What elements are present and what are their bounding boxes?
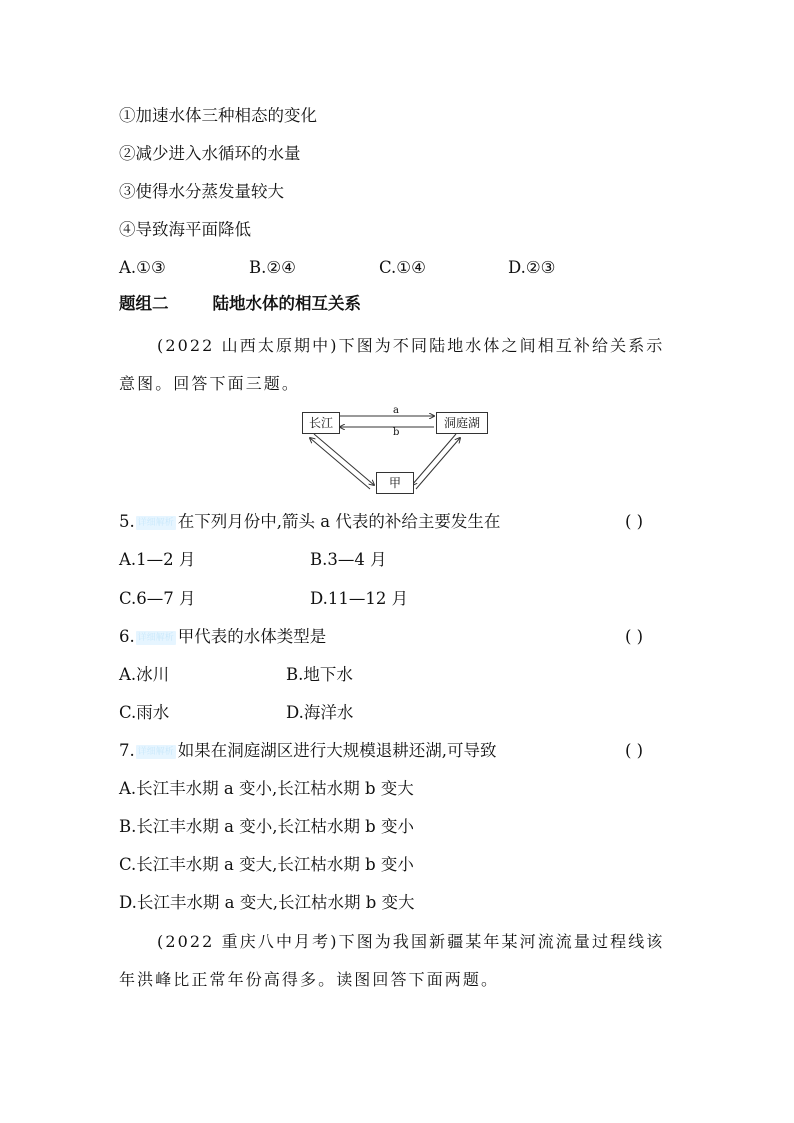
q6-tag-badge: 详细解析 — [137, 632, 174, 643]
edge-changjiang-to-jia — [314, 434, 374, 485]
q4-statement-4: ④导致海平面降低 — [119, 220, 251, 239]
q5-tag-badge: 详细解析 — [137, 517, 174, 528]
q7-option-d: D.长江丰水期 a 变大,长江枯水期 b 变大 — [119, 893, 415, 912]
q5-option-c: C.6—7 月 — [119, 589, 196, 608]
q6-stem-text: 甲代表的水体类型是 — [177, 627, 327, 646]
q4-option-c: C.①④ — [379, 258, 426, 277]
q4-option-a: A.①③ — [119, 258, 166, 277]
q7-option-b: B.长江丰水期 a 变小,长江枯水期 b 变小 — [119, 817, 414, 836]
node-dongtinghu: 洞庭湖 — [436, 412, 488, 434]
q5-number: 5. — [119, 512, 135, 531]
q6-option-c: C.雨水 — [119, 703, 170, 722]
water-supply-diagram — [296, 401, 496, 497]
q4-option-d: D.②③ — [508, 258, 556, 277]
edge-label-b: b — [393, 427, 400, 438]
q6-stem — [119, 626, 326, 648]
q7-stem-text: 如果在洞庭湖区进行大规模退耕还湖,可导致 — [177, 741, 497, 760]
q4-statement-1: ①加速水体三种相态的变化 — [119, 106, 317, 125]
q4-statement-3: ③使得水分蒸发量较大 — [119, 182, 284, 201]
edge-dongtinghu-to-jia — [412, 434, 456, 485]
q5-option-a: A.1—2 月 — [119, 550, 196, 569]
q7-answer-paren: ( ) — [625, 741, 644, 760]
q6-answer-paren: ( ) — [625, 627, 644, 646]
q6-option-d: D.海洋水 — [286, 703, 354, 722]
edge-label-a: a — [393, 405, 399, 416]
edge-jia-to-changjiang — [310, 438, 370, 489]
q4-statement-2: ②减少进入水循环的水量 — [119, 144, 301, 163]
q5-option-b: B.3—4 月 — [310, 550, 387, 569]
node-changjiang: 长江 — [302, 412, 340, 434]
passage-1: (2022 山西太原期中)下图为不同陆地水体之间相互补给关系示意图。回答下面三题。 — [119, 336, 665, 393]
group-label: 题组二 — [119, 294, 169, 313]
q5-stem — [119, 511, 500, 533]
q7-stem — [119, 740, 497, 762]
q6-number: 6. — [119, 627, 135, 646]
q7-option-a: A.长江丰水期 a 变小,长江枯水期 b 变大 — [119, 779, 414, 798]
q7-tag-badge: 详细解析 — [137, 746, 174, 757]
node-jia: 甲 — [376, 472, 414, 494]
group-heading — [119, 293, 361, 315]
q5-option-d: D.11—12 月 — [310, 589, 409, 608]
q5-stem-text: 在下列月份中,箭头 a 代表的补给主要发生在 — [177, 512, 501, 531]
edge-jia-to-dongtinghu — [416, 438, 460, 489]
q6-option-b: B.地下水 — [286, 665, 353, 684]
group-title: 陆地水体的相互关系 — [212, 294, 361, 313]
q5-answer-paren: ( ) — [625, 512, 644, 531]
q6-option-a: A.冰川 — [119, 665, 170, 684]
q7-number: 7. — [119, 741, 135, 760]
q7-option-c: C.长江丰水期 a 变大,长江枯水期 b 变小 — [119, 855, 414, 874]
passage-2: (2022 重庆八中月考)下图为我国新疆某年某河流流量过程线该年洪峰比正常年份高得多。读图回答下面两题。 — [119, 932, 665, 989]
q4-option-b: B.②④ — [249, 258, 296, 277]
